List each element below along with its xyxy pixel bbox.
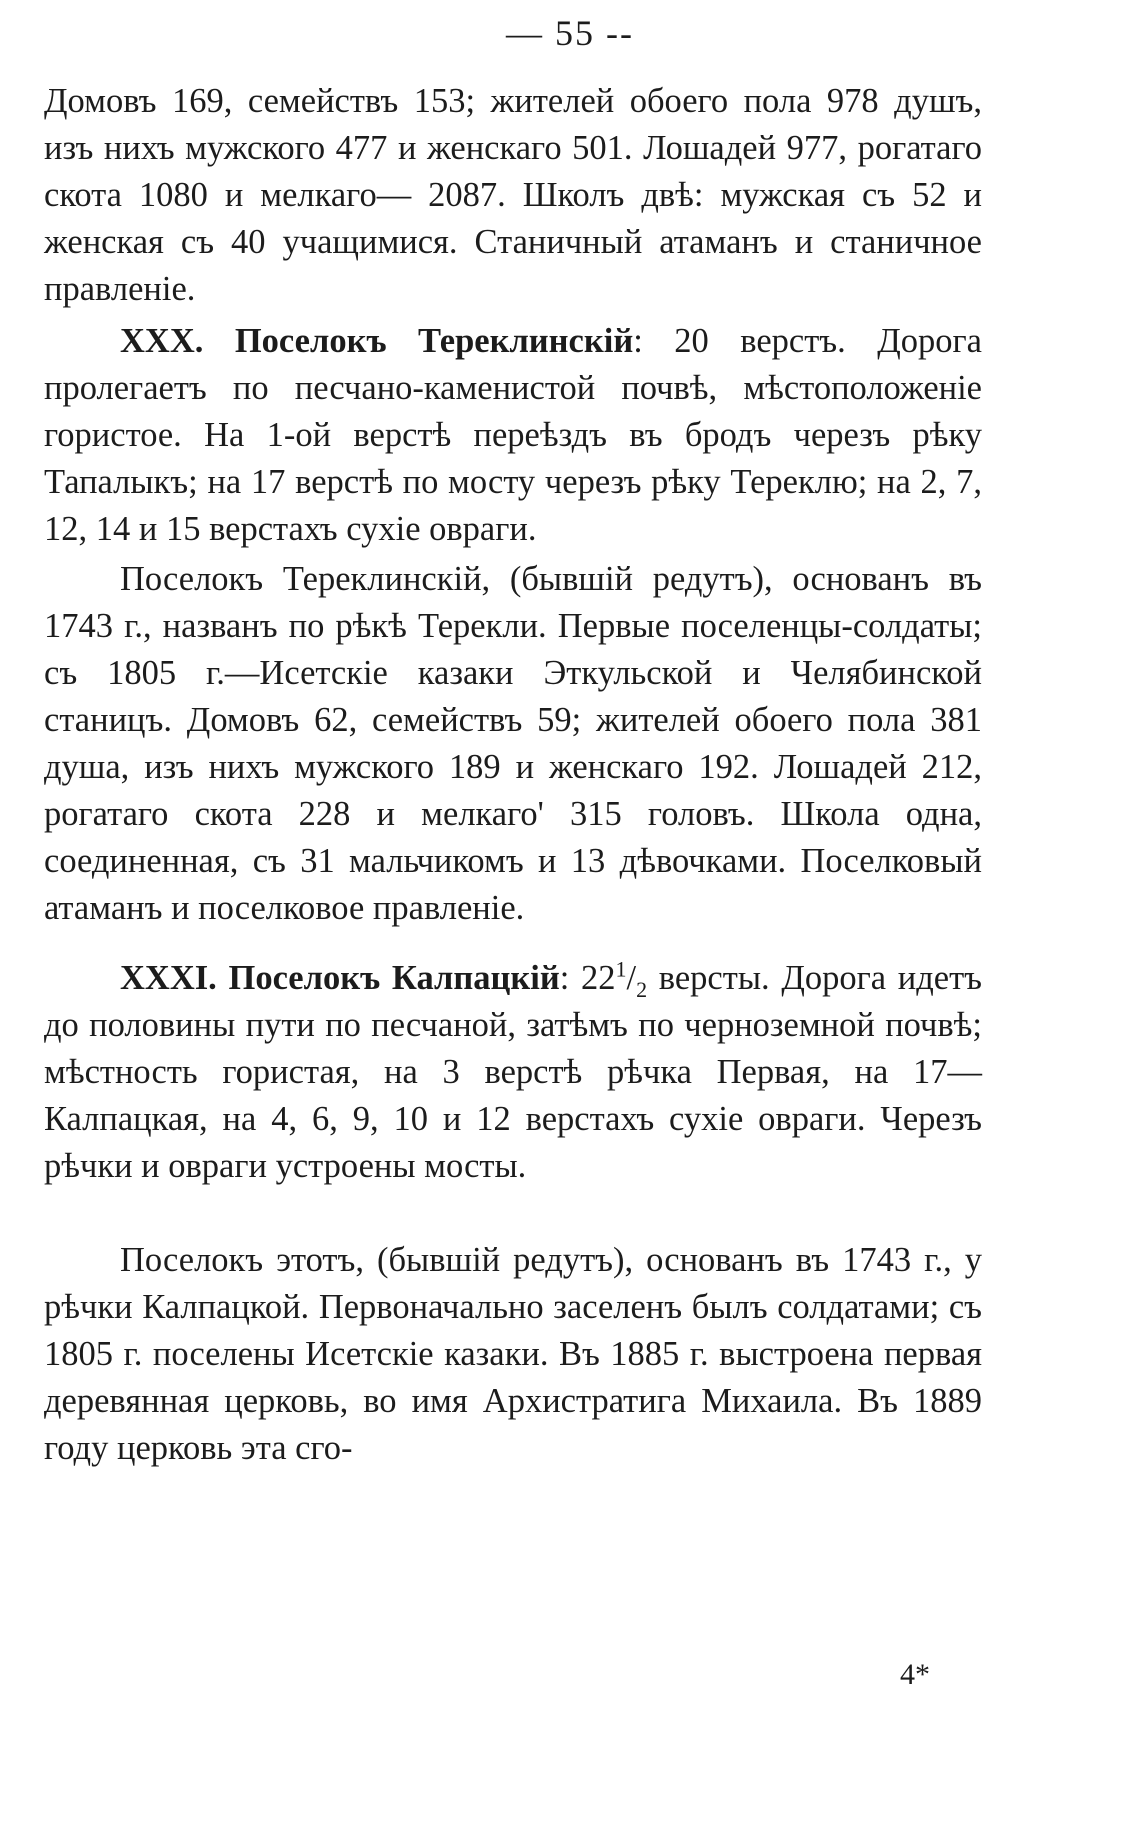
paragraph-tereklinsky-history: Поселокъ Тереклинскій, (бывшій редутъ), основанъ въ 1743 г., названъ по рѣкѣ Терекли. Первые поселенцы-солдаты; съ 1805 г.—Исетскіе казаки Эткульской и Челябинской станицъ. Домовъ 62, семействъ 59; жителей обоего пола 381 душа, изъ нихъ мужского 189 и женскаго 192. Лошадей 212, рогатаго скота 228 и мелкаго' 315 головъ. Школа одна, соединенная, съ 31 мальчикомъ и 13 дѣвочками. Поселковый атаманъ и поселковое правленіе.	[44, 560, 982, 927]
tereklinsky-route-text: : 20 верстъ. Дорога пролегаетъ по песчано-каменистой почвѣ, мѣстоположеніе гористое. На 1-ой верстѣ переѣздъ въ бродъ черезъ рѣку Тапалыкъ; на 17 верстѣ по мосту черезъ рѣку Тереклю; на 2, 7, 12, 14 и 15 верстахъ сухіе овраги.	[44, 322, 982, 548]
section-heading-xxxi: XXXI. Поселокъ Калпацкій	[120, 959, 560, 997]
paragraph-stanitsa-stats: Домовъ 169, семействъ 153; жителей обоего пола 978 душъ, изъ нихъ мужского 477 и женскаго 501. Лошадей 977, рогатаго скота 1080 и мелкаго— 2087. Школъ двѣ: мужская съ 52 и женская съ 40 учащимися. Станичный атаманъ и станичное правленіе.	[44, 82, 982, 308]
printer-signature-mark: 4*	[900, 1658, 930, 1691]
kalpatsky-distance-prefix: : 22	[559, 959, 616, 997]
fraction-slash: /	[626, 959, 637, 997]
paragraph-kalpatsky-history: Поселокъ этотъ, (бывшій редутъ), основанъ въ 1743 г., у рѣчки Калпацкой. Первоначально заселенъ былъ солдатами; съ 1805 г. поселены Исетскіе казаки. Въ 1885 г. выстроена первая деревянная церковь, во имя Архистратига Михаила. Въ 1889 году церковь эта сго-	[44, 1241, 982, 1467]
fraction-denominator: 2	[636, 976, 648, 1002]
page-number: — 55 --	[506, 13, 634, 53]
fraction-numerator: 1	[615, 956, 627, 982]
paragraph-kalpatsky-route	[44, 955, 982, 1190]
kalpatsky-route-text: версты. Дорога идетъ до половины пути по песчаной, затѣмъ по черноземной почвѣ; мѣстность гористая, на 3 верстѣ рѣчка Первая, на 17—Калпацкая, на 4, 6, 9, 10 и 12 верстахъ сухіе овраги. Черезъ рѣчки и овраги устроены мосты.	[44, 959, 982, 1185]
section-heading-xxx: XXX. Поселокъ Тереклинскій	[120, 322, 634, 360]
paragraph-tereklinsky-route	[44, 318, 982, 553]
